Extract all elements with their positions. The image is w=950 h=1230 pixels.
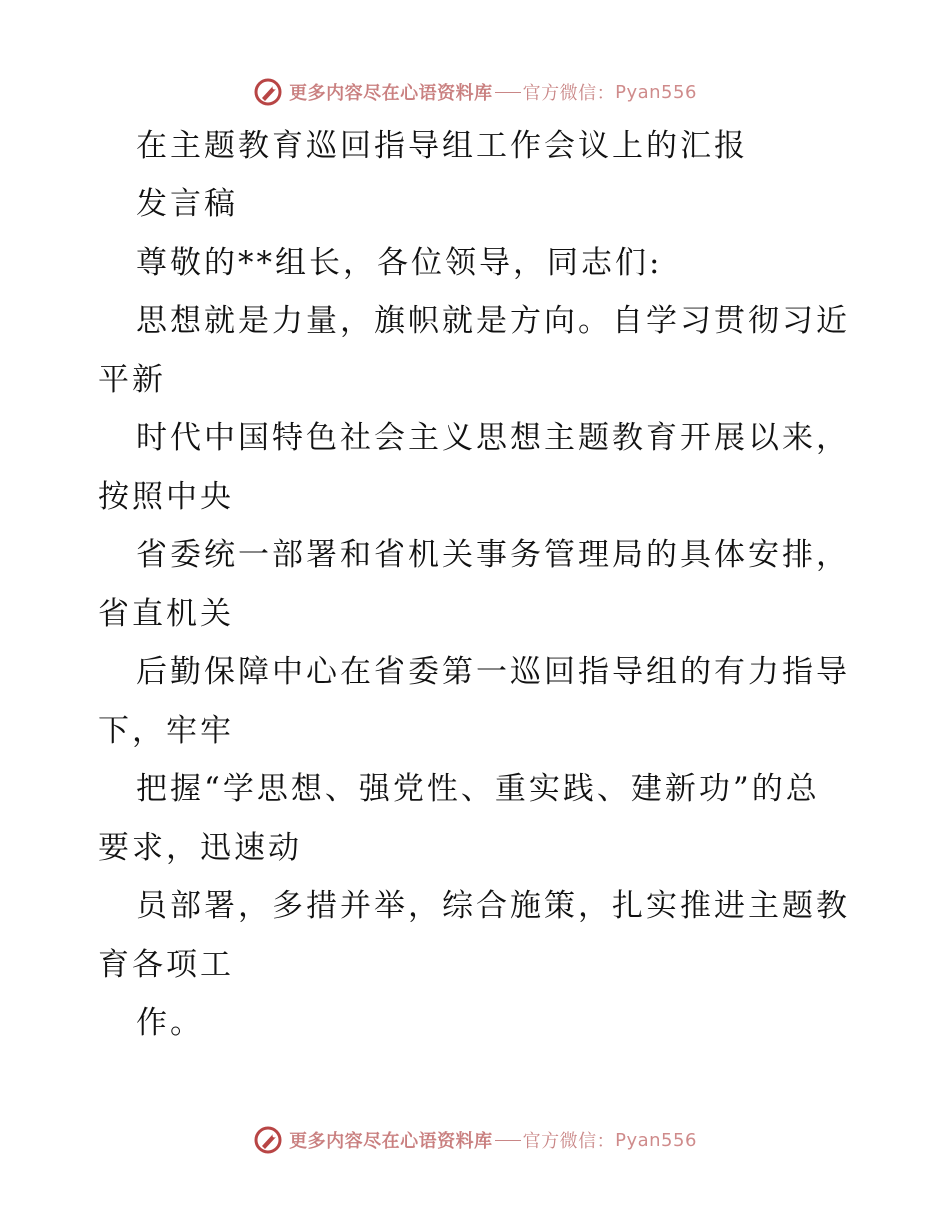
watermark-brand-text: 更多内容尽在心语资料库 (289, 83, 493, 104)
body-line: 要求，迅速动 (98, 830, 302, 866)
body-line: 平新 (98, 362, 166, 398)
body-line: 作。 (136, 1005, 204, 1041)
body-line: 时代中国特色社会主义思想主题教育开展以来， (136, 420, 850, 456)
document-title-line-2: 发言稿 (136, 186, 238, 222)
body-line: 省直机关 (98, 596, 234, 632)
body-line: 员部署，多措并举，综合施策，扎实推进主题教 (136, 888, 850, 924)
watermark-dash (495, 92, 521, 93)
watermark-wechat-id: Pyan556 (615, 81, 697, 103)
body-line: 下，牢牢 (98, 713, 234, 749)
header-watermark (0, 72, 950, 112)
footer-watermark (0, 1120, 950, 1160)
body-line: 思想就是力量，旗帜就是方向。自学习贯彻习近 (136, 303, 850, 339)
watermark-dash (495, 1140, 521, 1141)
pen-logo-icon (253, 77, 283, 107)
salutation-line: 尊敬的**组长，各位领导，同志们: (136, 245, 663, 281)
watermark-wechat-id: Pyan556 (615, 1129, 697, 1151)
body-line: 把握“学思想、强党性、重实践、建新功”的总 (136, 771, 820, 807)
body-line: 省委统一部署和省机关事务管理局的具体安排， (136, 537, 850, 573)
document-title-line-1: 在主题教育巡回指导组工作会议上的汇报 (136, 128, 748, 164)
body-line: 育各项工 (98, 947, 234, 983)
body-line: 后勤保障中心在省委第一巡回指导组的有力指导 (136, 654, 850, 690)
watermark-official-label: 官方微信： (522, 1131, 616, 1152)
body-line: 按照中央 (98, 479, 234, 515)
pen-logo-icon (253, 1125, 283, 1155)
watermark-official-label: 官方微信： (522, 83, 616, 104)
watermark-brand-text: 更多内容尽在心语资料库 (289, 1131, 493, 1152)
